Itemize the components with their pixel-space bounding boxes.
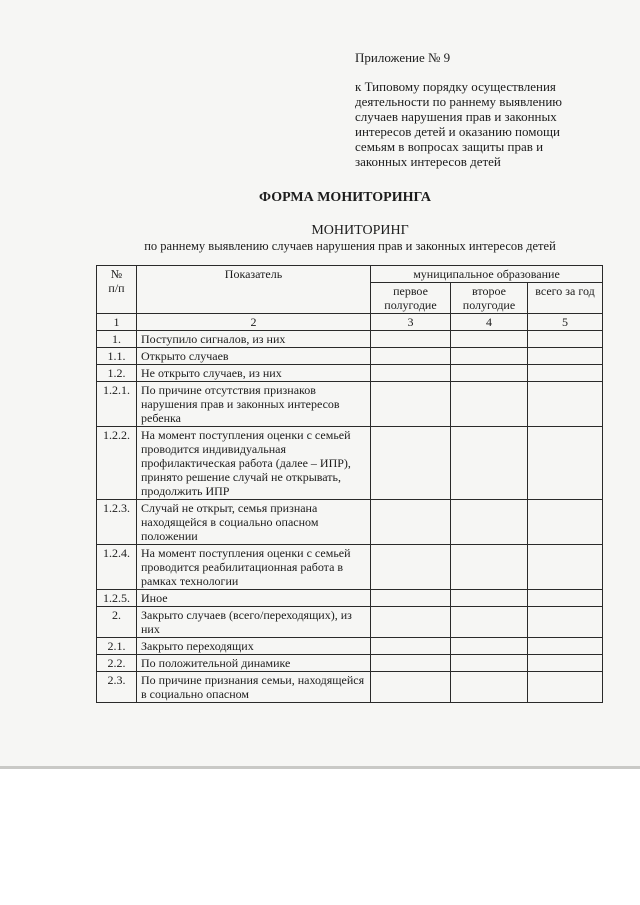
- value-cell: [451, 672, 528, 703]
- value-cell: [528, 672, 603, 703]
- row-number: 1.2.: [97, 365, 137, 382]
- table-row: [97, 655, 603, 672]
- table-row: [97, 590, 603, 607]
- column-number: 5: [528, 314, 603, 331]
- value-cell: [528, 655, 603, 672]
- appendix-line: к Типовому порядку осуществления: [355, 79, 556, 94]
- row-number: 1.2.5.: [97, 590, 137, 607]
- value-cell: [451, 655, 528, 672]
- value-cell: [451, 607, 528, 638]
- header-first-half: первое полугодие: [371, 283, 451, 314]
- value-cell: [371, 638, 451, 655]
- column-number: 4: [451, 314, 528, 331]
- appendix-line: законных интересов детей: [355, 154, 501, 169]
- row-number: 2.: [97, 607, 137, 638]
- row-number: 1.2.1.: [97, 382, 137, 427]
- header-number-line: №: [110, 267, 123, 281]
- row-indicator: На момент поступления оценки с семьей проводится реабилитационная работа в рамках технологии: [137, 545, 371, 590]
- table-row: [97, 348, 603, 365]
- row-indicator: Закрыто случаев (всего/переходящих), из них: [137, 607, 371, 638]
- table-row: [97, 331, 603, 348]
- value-cell: [528, 331, 603, 348]
- monitoring-subtitle: по раннему выявлению случаев нарушения прав и законных интересов детей: [144, 239, 556, 253]
- value-cell: [451, 331, 528, 348]
- value-cell: [528, 348, 603, 365]
- page-edge: [0, 766, 640, 769]
- row-indicator: По положительной динамике: [137, 655, 371, 672]
- appendix-line: случаев нарушения прав и законных: [355, 109, 557, 124]
- value-cell: [528, 590, 603, 607]
- table-row: [97, 672, 603, 703]
- monitoring-table: [96, 265, 603, 703]
- row-number: 2.1.: [97, 638, 137, 655]
- appendix-number: Приложение № 9: [355, 50, 451, 65]
- table-row: [97, 365, 603, 382]
- table-row: [97, 607, 603, 638]
- table-row: [97, 427, 603, 500]
- appendix-block: [355, 50, 605, 169]
- column-numbers-row: [97, 314, 603, 331]
- value-cell: [451, 545, 528, 590]
- row-indicator: На момент поступления оценки с семьей проводится индивидуальная профилактическая работа (далее – ИПР), принято решение случай не открывать, продолжить ИПР: [137, 427, 371, 500]
- table-row: [97, 638, 603, 655]
- row-indicator: Закрыто переходящих: [137, 638, 371, 655]
- table-header-row: [97, 266, 603, 283]
- appendix-line: семьям в вопросах защиты прав и: [355, 139, 544, 154]
- row-indicator: Поступило сигналов, из них: [137, 331, 371, 348]
- value-cell: [451, 638, 528, 655]
- row-indicator: Открыто случаев: [137, 348, 371, 365]
- row-number: 1.2.4.: [97, 545, 137, 590]
- value-cell: [451, 348, 528, 365]
- header-number: [97, 266, 137, 314]
- row-number: 1.: [97, 331, 137, 348]
- appendix-line: деятельности по раннему выявлению: [355, 94, 563, 109]
- row-number: 2.2.: [97, 655, 137, 672]
- table-body: [97, 331, 603, 703]
- value-cell: [371, 365, 451, 382]
- column-number: 2: [137, 314, 371, 331]
- value-cell: [528, 500, 603, 545]
- value-cell: [451, 382, 528, 427]
- header-number-line: п/п: [108, 281, 125, 295]
- row-indicator: Не открыто случаев, из них: [137, 365, 371, 382]
- value-cell: [371, 655, 451, 672]
- form-title: ФОРМА МОНИТОРИНГА: [259, 190, 431, 205]
- value-cell: [528, 382, 603, 427]
- value-cell: [528, 607, 603, 638]
- value-cell: [371, 348, 451, 365]
- column-number: 3: [371, 314, 451, 331]
- table-row: [97, 500, 603, 545]
- value-cell: [451, 427, 528, 500]
- monitoring-title: МОНИТОРИНГ: [311, 223, 409, 238]
- value-cell: [371, 382, 451, 427]
- value-cell: [528, 365, 603, 382]
- value-cell: [528, 545, 603, 590]
- value-cell: [528, 638, 603, 655]
- header-total-year: всего за год: [528, 283, 603, 314]
- row-number: 2.3.: [97, 672, 137, 703]
- value-cell: [371, 331, 451, 348]
- row-indicator: Иное: [137, 590, 371, 607]
- row-number: 1.2.3.: [97, 500, 137, 545]
- row-indicator: По причине отсутствия признаков нарушения прав и законных интересов ребенка: [137, 382, 371, 427]
- value-cell: [371, 672, 451, 703]
- row-number: 1.1.: [97, 348, 137, 365]
- row-number: 1.2.2.: [97, 427, 137, 500]
- header-second-half: второе полугодие: [451, 283, 528, 314]
- column-number: 1: [97, 314, 137, 331]
- table-row: [97, 382, 603, 427]
- header-municipality: муниципальное образование: [371, 266, 603, 283]
- value-cell: [371, 607, 451, 638]
- header-indicator: Показатель: [137, 266, 371, 314]
- value-cell: [451, 590, 528, 607]
- value-cell: [528, 427, 603, 500]
- row-indicator: По причине признания семьи, находящейся в социально опасном: [137, 672, 371, 703]
- value-cell: [371, 500, 451, 545]
- appendix-line: интересов детей и оказанию помощи: [355, 124, 560, 139]
- value-cell: [371, 427, 451, 500]
- value-cell: [451, 500, 528, 545]
- row-indicator: Случай не открыт, семья признана находящейся в социально опасном положении: [137, 500, 371, 545]
- table-row: [97, 545, 603, 590]
- value-cell: [371, 590, 451, 607]
- value-cell: [371, 545, 451, 590]
- value-cell: [451, 365, 528, 382]
